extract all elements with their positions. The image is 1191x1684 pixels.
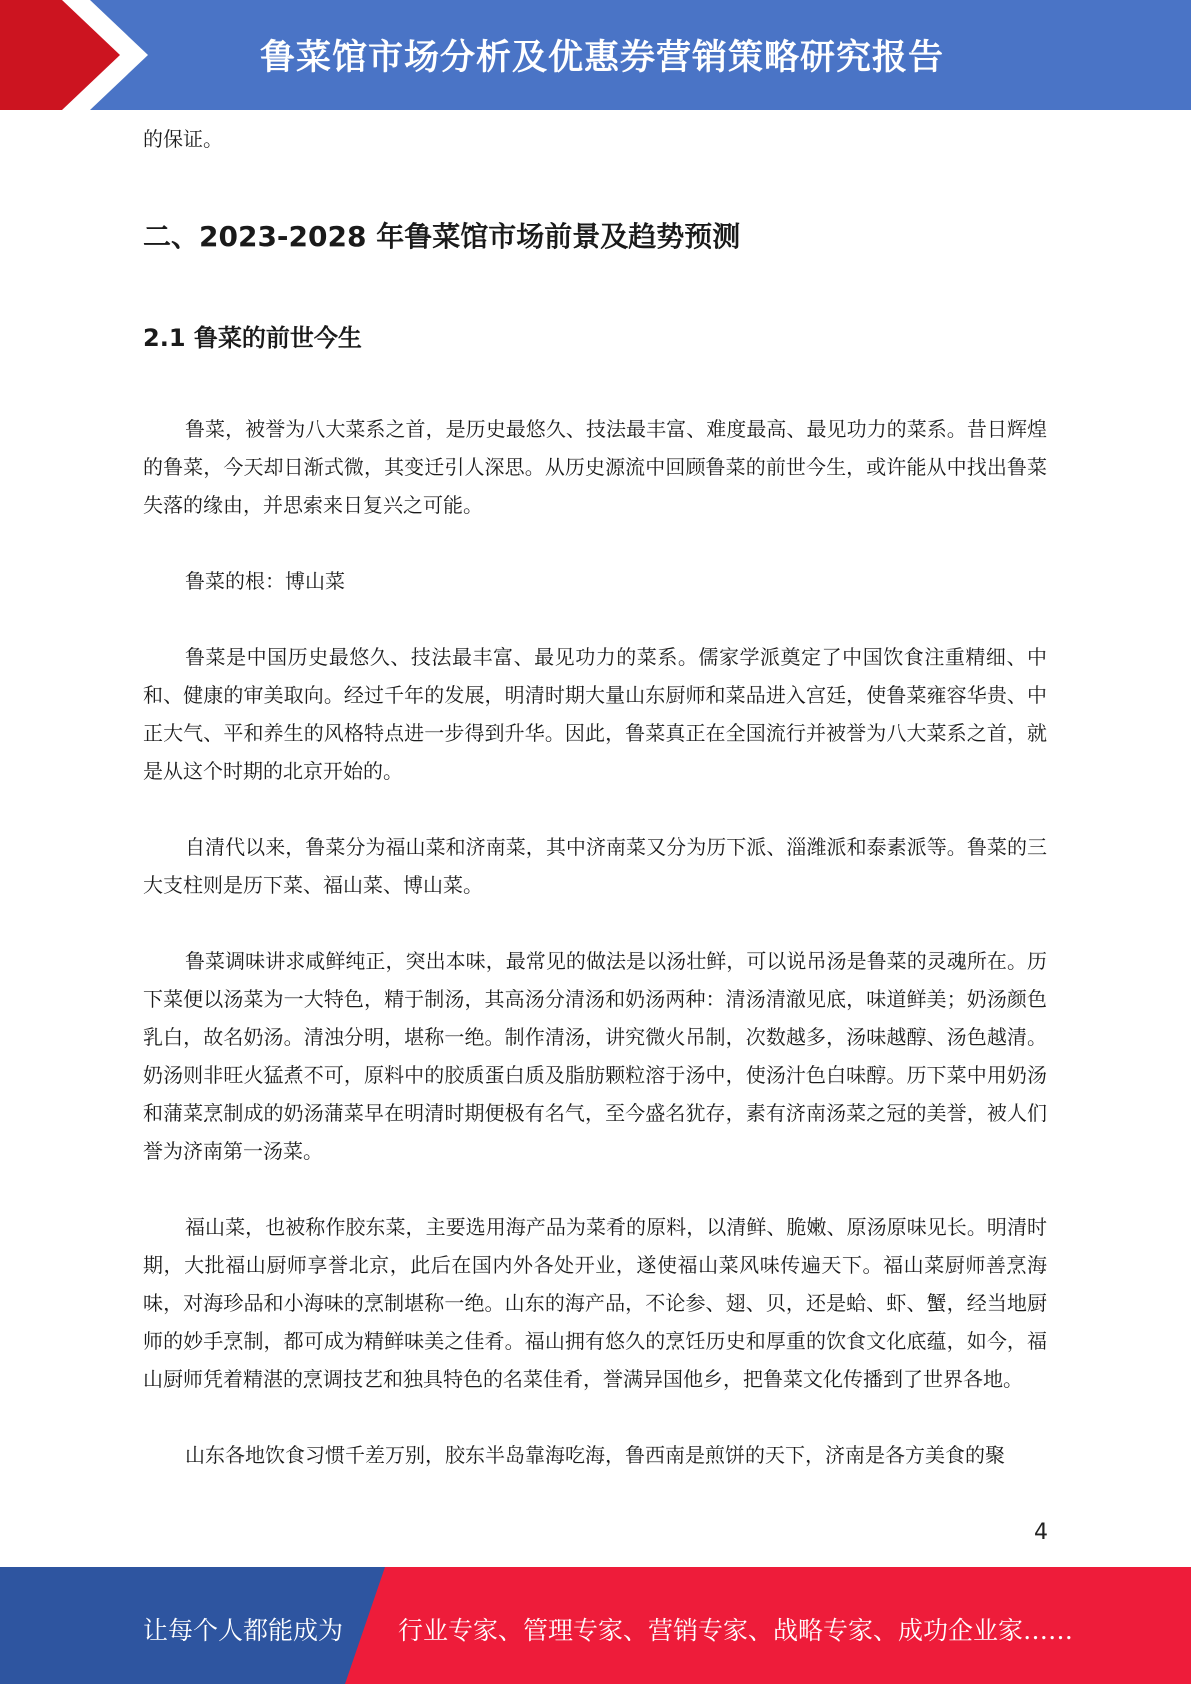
report-title: 鲁菜馆市场分析及优惠券营销策略研究报告 xyxy=(260,38,945,78)
section-heading: 二、2023-2028 年鲁菜馆市场前景及趋势预测 xyxy=(143,220,741,253)
paragraph: 山东各地饮食习惯千差万别，胶东半岛靠海吃海，鲁西南是煎饼的天下，济南是各方美食的聚 xyxy=(185,1443,1005,1467)
document-body xyxy=(143,120,1047,1467)
paragraph: 鲁菜是中国历史最悠久、技法最丰富、最见功力的菜系。儒家学派奠定了中国饮食注重精细、中和、健康的审美取向。经过千年的发展，明清时期大量山东厨师和菜品进入宫廷，使鲁菜雍容华贵、中正大气、平和养生的风格特点进一步得到升华。因此，鲁菜真正在全国流行并被誉为八大菜系之首，就是从这个时期的北京开始的。 xyxy=(143,645,1047,783)
header-arrow-decoration xyxy=(0,0,160,110)
paragraph: 自清代以来，鲁菜分为福山菜和济南菜，其中济南菜又分为历下派、淄潍派和泰素派等。鲁菜的三大支柱则是历下菜、福山菜、博山菜。 xyxy=(143,835,1047,897)
header-banner xyxy=(0,0,1191,110)
paragraph: 鲁菜调味讲求咸鲜纯正，突出本味，最常见的做法是以汤壮鲜，可以说吊汤是鲁菜的灵魂所在。历下菜便以汤菜为一大特色，精于制汤，其高汤分清汤和奶汤两种：清汤清澈见底，味道鲜美；奶汤颜色乳白，故名奶汤。清浊分明，堪称一绝。制作清汤，讲究微火吊制，次数越多，汤味越醇、汤色越清。奶汤则非旺火猛煮不可，原料中的胶质蛋白质及脂肪颗粒溶于汤中，使汤汁色白味醇。历下菜中用奶汤和蒲菜烹制成的奶汤蒲菜早在明清时期便极有名气，至今盛名犹存，素有济南汤菜之冠的美誉，被人们誉为济南第一汤菜。 xyxy=(143,949,1047,1163)
paragraph: 福山菜，也被称作胶东菜，主要选用海产品为菜肴的原料，以清鲜、脆嫩、原汤原味见长。明清时期，大批福山厨师享誉北京，此后在国内外各处开业，遂使福山菜风味传遍天下。福山菜厨师善烹海味，对海珍品和小海味的烹制堪称一绝。山东的海产品，不论参、翅、贝，还是蛤、虾、蟹，经当地厨师的妙手烹制，都可成为精鲜味美之佳肴。福山拥有悠久的烹饪历史和厚重的饮食文化底蕴，如今，福山厨师凭着精湛的烹调技艺和独具特色的名菜佳肴，誉满异国他乡，把鲁菜文化传播到了世界各地。 xyxy=(143,1215,1047,1391)
paragraph-subtitle: 鲁菜的根：博山菜 xyxy=(185,569,345,593)
page-number: 4 xyxy=(1034,1520,1048,1545)
footer-slogan-left: 让每个人都能成为 xyxy=(143,1616,344,1645)
paragraph-block xyxy=(143,410,1047,1474)
subsection-heading: 2.1 鲁菜的前世今生 xyxy=(143,324,362,352)
leading-text: 的保证。 xyxy=(143,127,223,151)
footer-slogan-right: 行业专家、管理专家、营销专家、战略专家、成功企业家…… xyxy=(398,1616,1074,1645)
paragraph: 鲁菜，被誉为八大菜系之首，是历史最悠久、技法最丰富、难度最高、最见功力的菜系。昔日辉煌的鲁菜，今天却日渐式微，其变迁引人深思。从历史源流中回顾鲁菜的前世今生，或许能从中找出鲁菜失落的缘由，并思索来日复兴之可能。 xyxy=(143,417,1047,517)
footer-banner xyxy=(0,1567,1191,1684)
